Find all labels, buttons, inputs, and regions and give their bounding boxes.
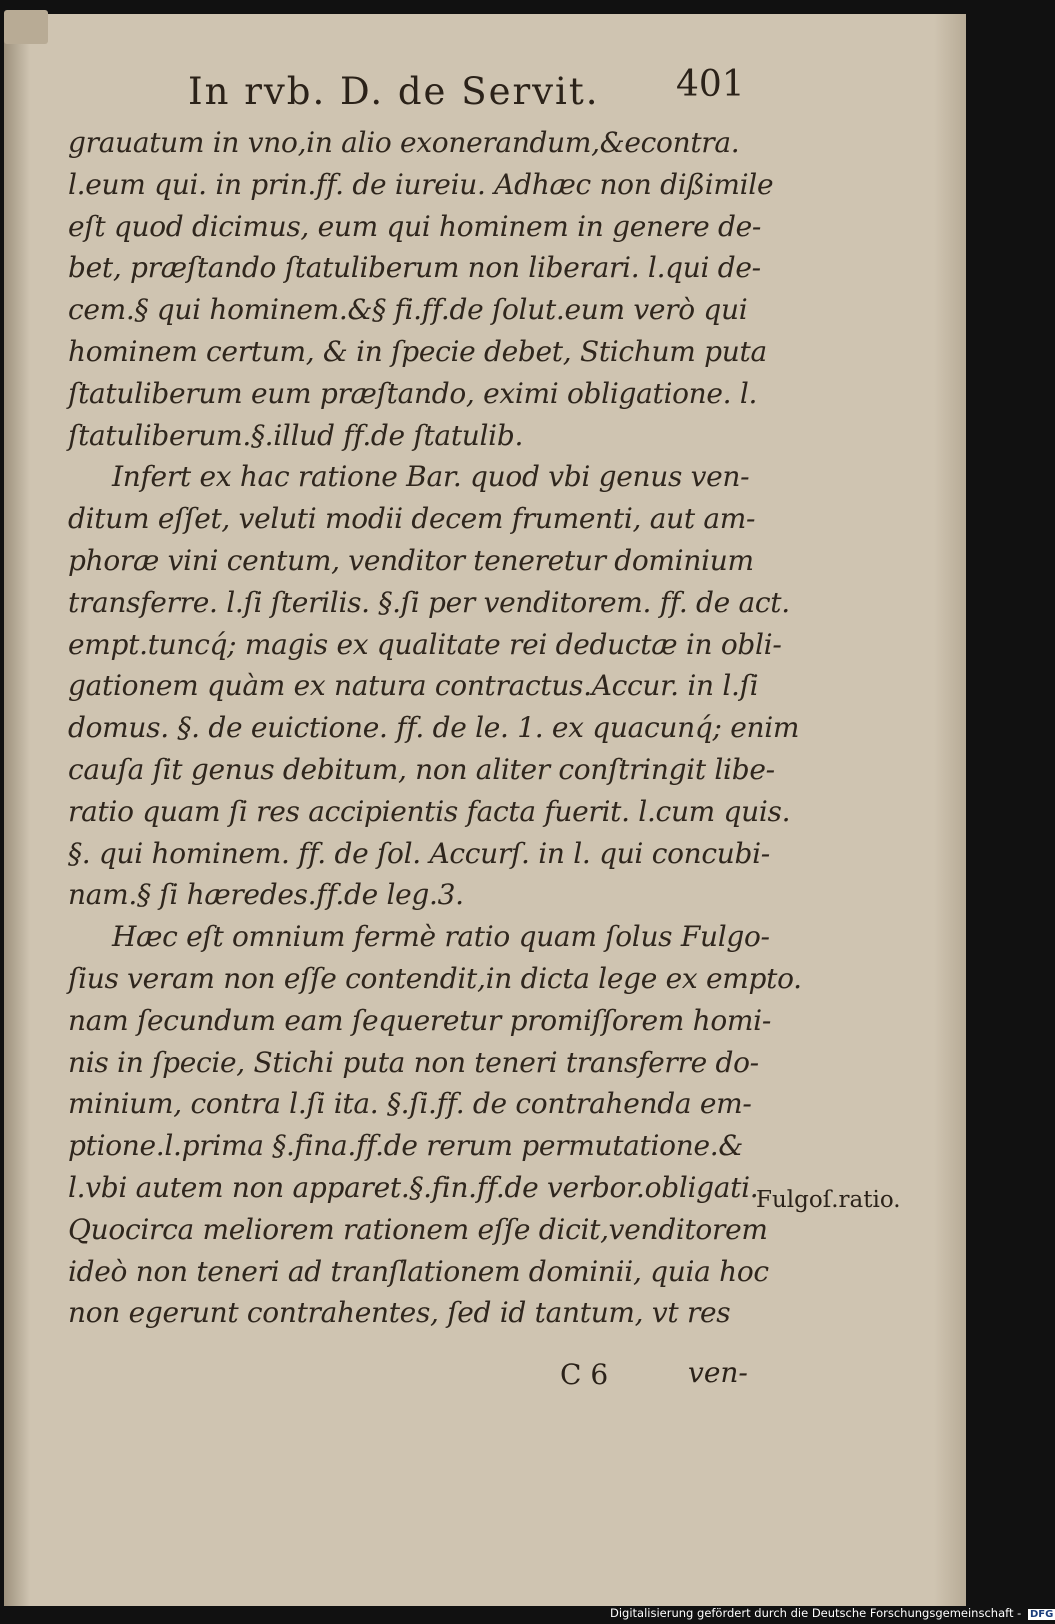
text-line: domus. §. de euictione. ff. de le. 1. ex quacunq́; enim (68, 711, 800, 745)
text-line: phoræ vini centum, venditor teneretur dominium (68, 543, 754, 577)
text-line: l.eum qui. in prin.ff. de iureiu. Adhæc non dißimile (68, 167, 774, 201)
text-line: l.vbi autem non apparet.§.fin.ff.de verbor.obligati. (68, 1170, 759, 1204)
digitization-credit (610, 1606, 1055, 1620)
text-line: cem.§ qui hominem.&§ fi.ff.de ſolut.eum verò qui (68, 293, 748, 327)
credit-text: Digitalisierung gefördert durch die Deutsche Forschungsgemeinschaft - (610, 1606, 1022, 1620)
body-text (68, 122, 802, 1334)
page-gutter-shadow (4, 14, 30, 1606)
text-line: ditum eſſet, veluti modii decem frumenti, aut am- (68, 502, 756, 536)
text-line: minium, contra l.ſi ita. §.ſi.ff. de contrahenda em- (68, 1087, 752, 1121)
catchword: ven- (688, 1356, 748, 1389)
text-line: cauſa ſit genus debitum, non aliter conſtringit libe- (68, 752, 775, 786)
text-line: Infert ex hac ratione Bar. quod vbi genus ven- (112, 460, 750, 494)
text-line: non egerunt contrahentes, ſed id tantum, vt res (68, 1296, 731, 1330)
text-line: ſius veram non eſſe contendit,in dicta lege ex empto. (68, 961, 802, 995)
text-line: Hæc eſt omnium fermè ratio quam ſolus Fulgo- (112, 920, 770, 954)
text-line: grauatum in vno,in alio exonerandum,&econtra. (68, 126, 740, 159)
page-edge-shadow (934, 14, 966, 1606)
text-line: hominem certum, & in ſpecie debet, Stichum puta (68, 334, 767, 368)
text-line: bet, præſtando ſtatuliberum non liberari. l.qui de- (68, 251, 761, 285)
page-number: 401 (676, 64, 745, 105)
text-line: nis in ſpecie, Stichi puta non teneri transferre do- (68, 1045, 759, 1079)
text-line: nam ſecundum eam ſequeretur promiſſorem homi- (68, 1003, 771, 1037)
text-line: ideò non teneri ad tranſlationem dominii, quia hoc (68, 1254, 769, 1288)
text-line: ptione.l.prima §.fina.ff.de rerum permutatione.& (68, 1129, 743, 1163)
text-line: Quocirca meliorem rationem eſſe dicit,venditorem (68, 1212, 768, 1246)
text-line: empt.tuncq́; magis ex qualitate rei deductæ in obli- (68, 627, 782, 661)
text-line: gationem quàm ex natura contractus.Accur. in l.ſi (68, 669, 759, 703)
text-line: ſtatuliberum.§.illud ff.de ſtatulib. (68, 418, 524, 452)
marginal-note: Fulgoſ.ratio. (756, 1187, 901, 1213)
text-line: ratio quam ſi res accipientis facta fuerit. l.cum quis. (68, 794, 791, 828)
text-line: ſtatuliberum eum præſtando, eximi obligatione. l. (68, 376, 758, 410)
dfg-logo: DFG (1029, 1609, 1054, 1620)
text-line: §. qui hominem. ff. de ſol. Accurſ. in l. qui concubi- (68, 836, 770, 870)
signature-mark: C 6 (560, 1358, 609, 1391)
text-line: transferre. l.ſi ſterilis. §.ſi per venditorem. ff. de act. (68, 585, 790, 619)
binding-edge (4, 10, 48, 44)
running-head: In rvb. D. de Servit. (188, 70, 600, 113)
text-line: nam.§ ſi hæredes.ff.de leg.3. (68, 878, 464, 912)
text-line: eſt quod dicimus, eum qui hominem in genere de- (68, 209, 762, 243)
